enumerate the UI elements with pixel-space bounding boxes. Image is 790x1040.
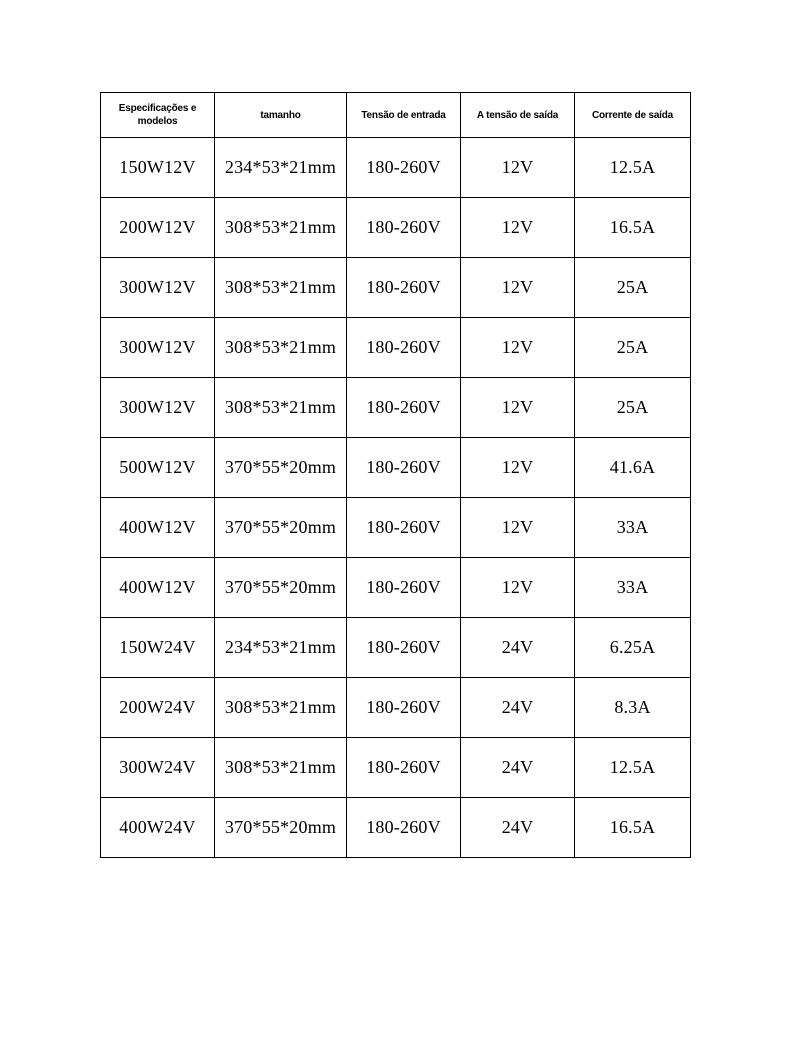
table-row xyxy=(101,198,691,258)
cell-output-voltage: 12V xyxy=(461,378,575,438)
header-size: tamanho xyxy=(215,93,347,138)
cell-output-current: 16.5A xyxy=(575,198,691,258)
cell-model: 300W12V xyxy=(101,318,215,378)
cell-output-voltage: 12V xyxy=(461,438,575,498)
header-output-current: Corrente de saída xyxy=(575,93,691,138)
cell-output-current: 33A xyxy=(575,558,691,618)
cell-size: 308*53*21mm xyxy=(215,318,347,378)
header-input-voltage: Tensão de entrada xyxy=(347,93,461,138)
table-row xyxy=(101,258,691,318)
cell-model: 150W24V xyxy=(101,618,215,678)
cell-model: 400W12V xyxy=(101,558,215,618)
table-body xyxy=(101,138,691,858)
cell-input-voltage: 180-260V xyxy=(347,198,461,258)
cell-output-voltage: 12V xyxy=(461,198,575,258)
cell-output-voltage: 12V xyxy=(461,258,575,318)
cell-size: 370*55*20mm xyxy=(215,438,347,498)
cell-input-voltage: 180-260V xyxy=(347,438,461,498)
cell-output-voltage: 24V xyxy=(461,738,575,798)
table-row xyxy=(101,498,691,558)
table-row xyxy=(101,558,691,618)
cell-input-voltage: 180-260V xyxy=(347,258,461,318)
cell-size: 308*53*21mm xyxy=(215,198,347,258)
cell-output-current: 12.5A xyxy=(575,138,691,198)
cell-size: 370*55*20mm xyxy=(215,798,347,858)
header-row xyxy=(101,93,691,138)
cell-model: 200W12V xyxy=(101,198,215,258)
cell-output-voltage: 24V xyxy=(461,678,575,738)
table-row xyxy=(101,738,691,798)
cell-output-current: 16.5A xyxy=(575,798,691,858)
cell-model: 400W12V xyxy=(101,498,215,558)
cell-output-voltage: 12V xyxy=(461,558,575,618)
cell-model: 300W24V xyxy=(101,738,215,798)
cell-model: 300W12V xyxy=(101,378,215,438)
cell-output-current: 6.25A xyxy=(575,618,691,678)
cell-size: 370*55*20mm xyxy=(215,498,347,558)
cell-input-voltage: 180-260V xyxy=(347,498,461,558)
cell-model: 400W24V xyxy=(101,798,215,858)
cell-output-voltage: 12V xyxy=(461,318,575,378)
cell-output-voltage: 24V xyxy=(461,618,575,678)
cell-output-current: 25A xyxy=(575,378,691,438)
header-output-voltage: A tensão de saída xyxy=(461,93,575,138)
cell-size: 370*55*20mm xyxy=(215,558,347,618)
cell-size: 308*53*21mm xyxy=(215,738,347,798)
cell-size: 234*53*21mm xyxy=(215,618,347,678)
table-row xyxy=(101,138,691,198)
spec-table xyxy=(100,92,691,858)
cell-output-voltage: 12V xyxy=(461,498,575,558)
cell-output-voltage: 12V xyxy=(461,138,575,198)
cell-output-current: 25A xyxy=(575,318,691,378)
header-model: Especificações e modelos xyxy=(101,93,215,138)
cell-size: 308*53*21mm xyxy=(215,258,347,318)
cell-input-voltage: 180-260V xyxy=(347,798,461,858)
cell-input-voltage: 180-260V xyxy=(347,558,461,618)
cell-input-voltage: 180-260V xyxy=(347,138,461,198)
cell-model: 300W12V xyxy=(101,258,215,318)
cell-output-current: 41.6A xyxy=(575,438,691,498)
cell-output-current: 33A xyxy=(575,498,691,558)
cell-output-voltage: 24V xyxy=(461,798,575,858)
table-row xyxy=(101,378,691,438)
cell-size: 308*53*21mm xyxy=(215,378,347,438)
cell-model: 500W12V xyxy=(101,438,215,498)
cell-model: 200W24V xyxy=(101,678,215,738)
cell-output-current: 8.3A xyxy=(575,678,691,738)
cell-output-current: 12.5A xyxy=(575,738,691,798)
table-row xyxy=(101,618,691,678)
cell-input-voltage: 180-260V xyxy=(347,618,461,678)
table-row xyxy=(101,438,691,498)
cell-size: 234*53*21mm xyxy=(215,138,347,198)
cell-input-voltage: 180-260V xyxy=(347,378,461,438)
table-row xyxy=(101,798,691,858)
cell-input-voltage: 180-260V xyxy=(347,678,461,738)
cell-input-voltage: 180-260V xyxy=(347,318,461,378)
cell-model: 150W12V xyxy=(101,138,215,198)
cell-input-voltage: 180-260V xyxy=(347,738,461,798)
table-row xyxy=(101,678,691,738)
cell-size: 308*53*21mm xyxy=(215,678,347,738)
table-header xyxy=(101,93,691,138)
table-row xyxy=(101,318,691,378)
cell-output-current: 25A xyxy=(575,258,691,318)
